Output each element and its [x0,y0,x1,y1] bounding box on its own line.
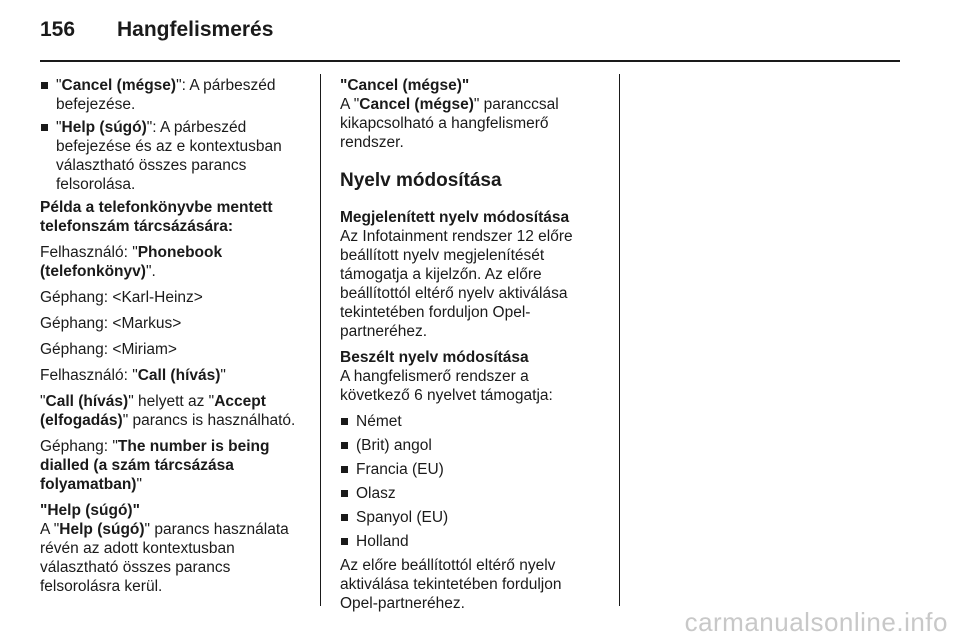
text: Géphang: " [40,438,118,455]
language-heading: Nyelv módosítása [340,170,502,191]
bullet-help [40,118,308,194]
text: " parancs is használható. [122,412,296,429]
text: " [220,367,226,384]
display-language-heading: Megjelenített nyelv módosítása [340,209,570,226]
spoken-language-text: A hangfelismerő rendszer a következő 6 nyelvet támogatja: [340,368,553,404]
dialog-line [40,437,308,494]
cancel-heading: "Cancel (mégse)" [340,77,470,94]
command-text: Call (hívás) [45,393,129,410]
command-text: Cancel (mégse) [359,96,474,113]
help-heading: "Help (súgó)" [40,502,140,519]
page-title: Hangfelismerés [117,18,274,41]
language-item: Holland [340,532,602,551]
column-divider-2 [619,74,620,606]
text: " [56,119,62,136]
text: A " [340,96,360,113]
language-item: Francia (EU) [340,460,602,479]
text: " [40,393,46,410]
text: A " [40,521,60,538]
page-number: 156 [40,18,76,41]
text: ": A párbeszéd befejezése. [56,77,276,113]
text: " paranccsal kikapcsolható a hangfelismerő rendszer. [340,96,559,151]
command-text: Cancel (mégse) [61,77,177,94]
text: ": A párbeszéd befejezése és az e kontextusban választható összes parancs felsorolása. [56,119,282,193]
command-text: Accept (elfogadás) [40,393,266,429]
left-column [40,76,308,603]
display-language-text: Az Infotainment rendszer 12 előre beállított nyelv megjelenítését támogatja a kijelzőn. Az előre beállítottól eltérő nyelv aktiválása tekintetében forduljon Opel-partneréhez. [340,228,573,340]
text: Felhasználó: " [40,244,138,261]
text: ". [145,263,156,280]
command-text: Call (hívás) [137,367,221,384]
help-paragraph [40,520,308,596]
watermark: carmanualsonline.info [684,607,948,637]
language-item: Olasz [340,484,602,503]
command-text: Phonebook (telefonkönyv) [40,244,223,280]
text: " parancs használata révén az adott kontextusban választható összes parancs felsorolásra kerül. [40,521,289,595]
dialog-line [40,243,308,281]
cancel-paragraph [340,95,602,152]
text: " [136,476,142,493]
page-header [40,18,273,42]
dialog-line: Géphang: <Karl-Heinz> [40,289,203,306]
spoken-language-heading: Beszélt nyelv módosítása [340,349,529,366]
language-item: Spanyol (EU) [340,508,602,527]
command-text: Help (súgó) [59,521,145,538]
text: Felhasználó: " [40,367,138,384]
dialog-line: Géphang: <Markus> [40,315,182,332]
dialog-line [40,392,308,430]
text: " [56,77,62,94]
command-text: The number is being dialled (a szám tárcsázása folyamatban) [40,438,270,493]
command-text: Help (súgó) [61,119,147,136]
middle-column [340,76,602,620]
dialog-line [40,366,308,385]
language-item: (Brit) angol [340,436,602,455]
example-heading: Példa a telefonkönyvbe mentett telefonszám tárcsázására: [40,199,273,235]
language-item: Német [340,412,602,431]
column-divider-1 [320,74,321,606]
closing-text: Az előre beállítottól eltérő nyelv aktiválása tekintetében forduljon Opel-partneréhez. [340,557,562,612]
header-rule [40,60,900,62]
bullet-cancel [40,76,308,114]
dialog-line: Géphang: <Miriam> [40,341,177,358]
text: " helyett az " [128,393,215,410]
